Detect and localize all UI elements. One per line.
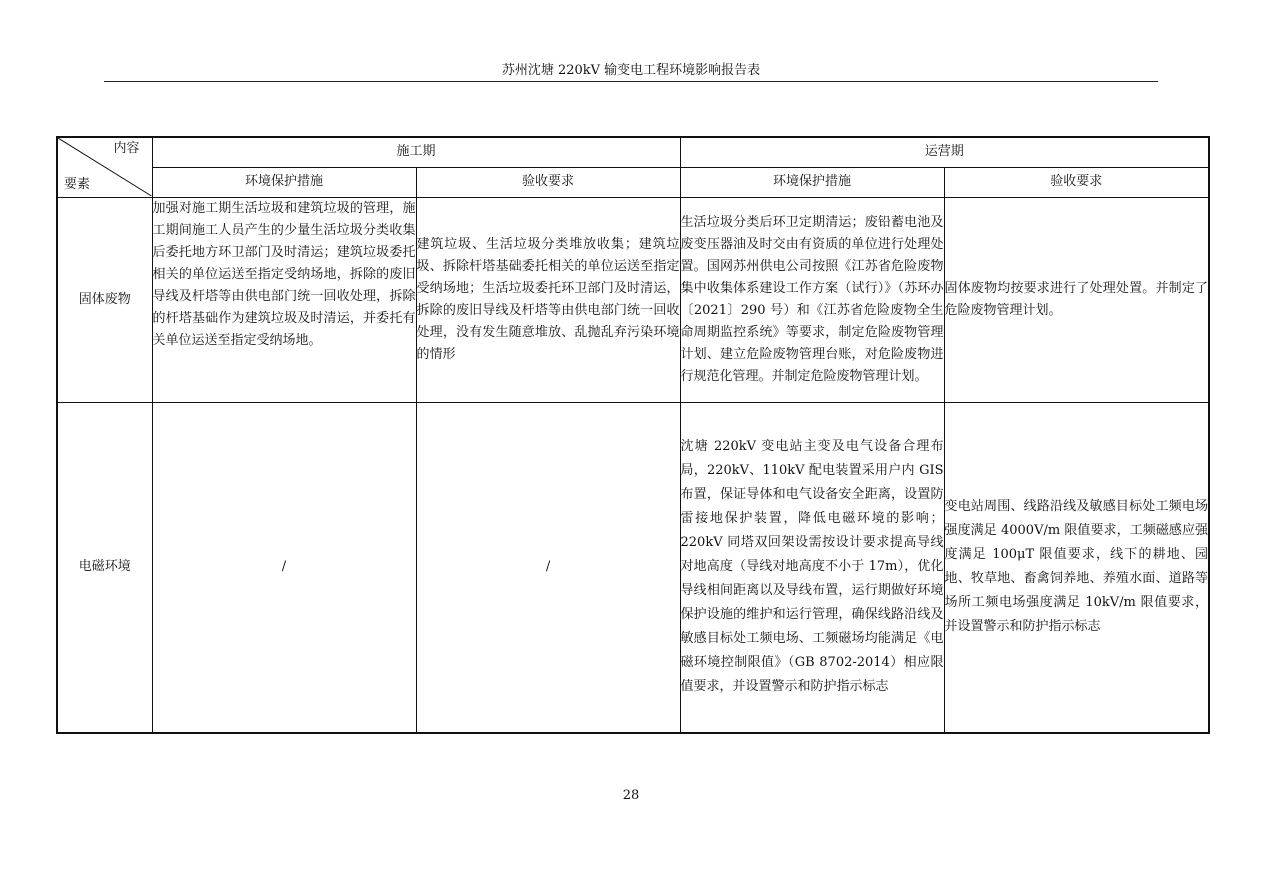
electromagnetic-operation-measures: 沈塘 220kV 变电站主变及电气设备合理布局，220kV、110kV 配电装置采用户内 GIS 布置，保证导体和电气设备安全距离，设置防雷接地保护装置，降低电磁环境的影响；220kV 同塔双回架设需按设计要求提高导线对地高度（导线对地高度不小于 17m），优化导线相间距离以及导线布置，运行期做好环境保护设施的维护和运行管理，确保线路沿线及敏感目标处工频电场、工频磁场均能满足《电磁环境控制限值》（GB 8702-2014）相应限值要求，并设置警示和防护指示标志	[680, 402, 944, 733]
table-row	[57, 402, 1209, 733]
electromagnetic-construction-measures: /	[152, 402, 416, 733]
page-number: 28	[622, 788, 640, 803]
header-construction-acceptance: 验收要求	[416, 167, 680, 197]
header-construction-measures: 环境保护措施	[152, 167, 416, 197]
solid-waste-operation-acceptance: 固体废物均按要求进行了处理处置。并制定了危险废物管理计划。	[944, 197, 1209, 402]
environmental-measures-table	[56, 136, 1210, 734]
electromagnetic-operation-acceptance: 变电站周围、线路沿线及敏感目标处工频电场强度满足 4000V/m 限值要求，工频磁感应强度满足 100μT 限值要求，线下的耕地、园地、牧草地、畜禽饲养地、养殖水面、道路等场所工频电场强度满足 10kV/m 限值要求，并设置警示和防护指示标志	[944, 402, 1209, 733]
solid-waste-construction-acceptance: 建筑垃圾、生活垃圾分类堆放收集；建筑垃圾、拆除杆塔基础委托相关的单位运送至指定受纳场地；生活垃圾委托环卫部门及时清运，拆除的废旧导线及杆塔等由供电部门统一回收处理，没有发生随意堆放、乱抛乱弃污染环境的情形	[416, 197, 680, 402]
header-construction-period: 施工期	[152, 137, 680, 167]
corner-diagonal-cell	[57, 137, 152, 197]
electromagnetic-construction-acceptance: /	[416, 402, 680, 733]
table-row	[57, 197, 1209, 402]
header-operation-period: 运营期	[680, 137, 1209, 167]
document-header-title: 苏州沈塘 220kV 输变电工程环境影响报告表	[501, 63, 761, 78]
corner-label-content: 内容	[113, 141, 140, 157]
row-element-electromagnetic: 电磁环境	[57, 402, 152, 733]
solid-waste-construction-measures: 加强对施工期生活垃圾和建筑垃圾的管理，施工期间施工人员产生的少量生活垃圾分类收集后委托地方环卫部门及时清运；建筑垃圾委托相关的单位运送至指定受纳场地，拆除的废旧导线及杆塔等由供电部门统一回收处理，拆除的杆塔基础作为建筑垃圾及时清运，并委托有关单位运送至指定受纳场地。	[152, 197, 416, 402]
solid-waste-operation-measures: 生活垃圾分类后环卫定期清运；废铅蓄电池及废变压器油及时交由有资质的单位进行处理处置。国网苏州供电公司按照《江苏省危险废物集中收集体系建设工作方案（试行）》（苏环办〔2021〕290 号）和《江苏省危险废物全生命周期监控系统》等要求，制定危险废物管理计划、建立危险废物管理台账，对危险废物进行规范化管理。并制定危险废物管理计划。	[680, 197, 944, 402]
header-operation-measures: 环境保护措施	[680, 167, 944, 197]
header-rule	[104, 81, 1158, 82]
corner-label-element: 要素	[64, 177, 91, 193]
row-element-solid-waste: 固体废物	[57, 197, 152, 402]
header-operation-acceptance: 验收要求	[944, 167, 1209, 197]
